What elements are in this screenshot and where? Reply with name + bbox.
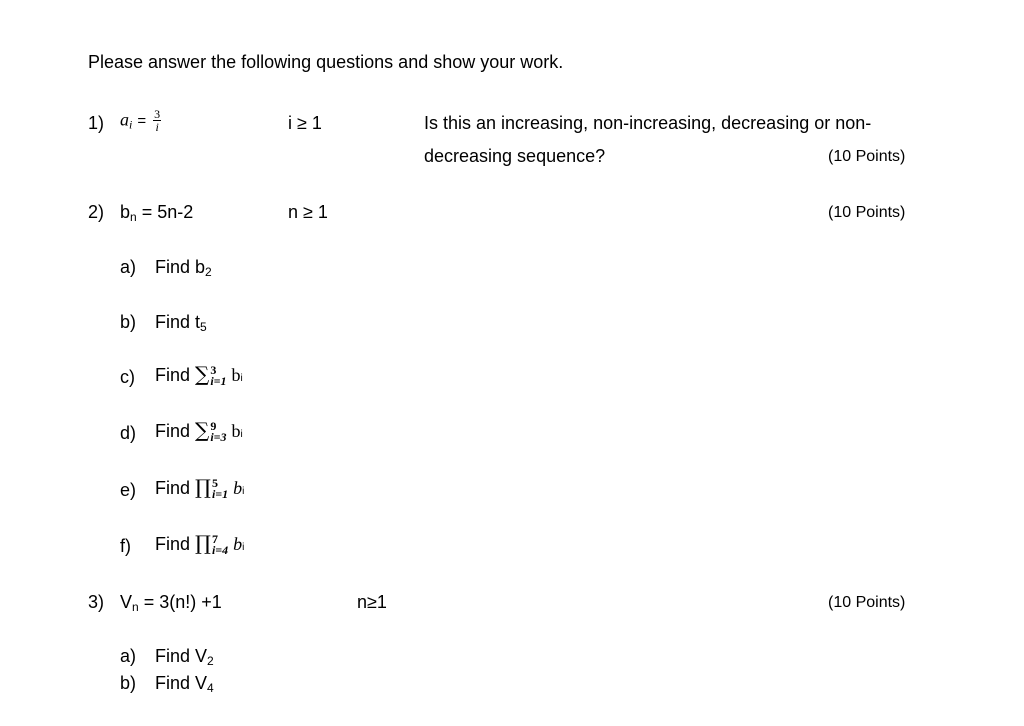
q2c-lower: i=1 — [210, 374, 227, 389]
q2d-lower: i=3 — [210, 430, 227, 445]
q3-number: 3) — [88, 592, 105, 612]
q3b-find: Find V — [155, 673, 208, 693]
q2e-term: b — [233, 478, 243, 498]
q2-points: (10 Points) — [828, 204, 906, 221]
q2e-term-sub: i — [242, 486, 245, 497]
q1-equals: = — [137, 112, 147, 130]
q2f-text — [155, 531, 244, 556]
q2-formula — [120, 202, 193, 224]
q3a-text — [155, 646, 214, 668]
q2c-term-sub: i — [240, 373, 243, 384]
q2e-text — [155, 475, 244, 500]
q2-formula-rest: = 5n-2 — [136, 202, 194, 222]
q2d-text — [155, 418, 243, 443]
q3a-find: Find V — [155, 646, 208, 666]
q3-formula-sub: n — [132, 600, 139, 614]
q2d-limits — [210, 421, 226, 443]
q3b-sub: 4 — [207, 681, 214, 695]
product-icon: ∏ — [195, 475, 211, 499]
q2e-upper: 5 — [211, 476, 218, 491]
q2-formula-sub: n — [130, 210, 137, 224]
q3-condition: n≥1 — [357, 592, 387, 612]
q2f-find: Find — [155, 534, 191, 554]
q2d-term-sub: i — [240, 429, 243, 440]
q2f-upper: 7 — [211, 532, 218, 547]
q2d-label: d) — [120, 423, 137, 443]
q3-formula-rest: = 3(n!) +1 — [138, 592, 222, 612]
q3a-label: a) — [120, 646, 137, 666]
q2e-lower: i=1 — [211, 487, 229, 502]
instruction-text: Please answer the following questions and show your work. — [88, 52, 564, 72]
product-icon: ∏ — [195, 531, 211, 555]
q2a-sub: 2 — [205, 265, 212, 279]
q2b-label: b) — [120, 312, 137, 332]
summation-icon: ∑ — [195, 362, 210, 386]
summation-icon: ∑ — [195, 418, 210, 442]
q1-frac-den: i — [155, 120, 159, 134]
q2-formula-var: b — [120, 202, 131, 222]
q3a-sub: 2 — [207, 654, 214, 668]
q2a-label: a) — [120, 257, 137, 277]
q1-points: (10 Points) — [828, 148, 906, 165]
q1-formula — [120, 108, 161, 133]
q2e-label: e) — [120, 480, 137, 500]
q2a-find: Find b — [155, 257, 206, 277]
q2d-find: Find — [155, 421, 191, 441]
q1-question-line1: Is this an increasing, non-increasing, decreasing or non- — [424, 113, 872, 133]
q2c-find: Find — [155, 365, 191, 385]
q3-formula-var: V — [120, 592, 133, 612]
q2e-find: Find — [155, 478, 191, 498]
q2-number: 2) — [88, 202, 105, 222]
q3-points: (10 Points) — [828, 594, 906, 611]
q1-var-sub: i — [129, 117, 133, 132]
q1-question-line2: decreasing sequence? — [424, 146, 606, 166]
q2b-find: Find t — [155, 312, 201, 332]
q2f-term-sub: i — [242, 542, 245, 553]
q1-number: 1) — [88, 113, 105, 133]
q2c-label: c) — [120, 367, 135, 387]
q2e-limits — [212, 478, 228, 500]
q1-condition: i ≥ 1 — [288, 113, 322, 133]
q2c-limits — [210, 365, 226, 387]
q2d-term: b — [231, 421, 241, 441]
q2a-text — [155, 257, 212, 279]
q2f-limits — [212, 534, 228, 556]
q2f-lower: i=4 — [211, 543, 229, 558]
q2c-text — [155, 362, 243, 387]
q2-condition: n ≥ 1 — [288, 202, 328, 222]
q3-formula — [120, 592, 222, 614]
q2c-term: b — [231, 365, 241, 385]
q1-fraction — [153, 108, 161, 133]
q2d-upper: 9 — [210, 419, 217, 434]
q2f-label: f) — [120, 536, 131, 556]
q2b-text — [155, 312, 207, 334]
q1-var: a — [120, 109, 129, 130]
q2c-upper: 3 — [210, 363, 217, 378]
q1-frac-num: 3 — [154, 107, 161, 121]
q2b-sub: 5 — [200, 320, 207, 334]
q2f-term: b — [233, 534, 243, 554]
q3b-text — [155, 673, 214, 695]
q3b-label: b) — [120, 673, 137, 693]
